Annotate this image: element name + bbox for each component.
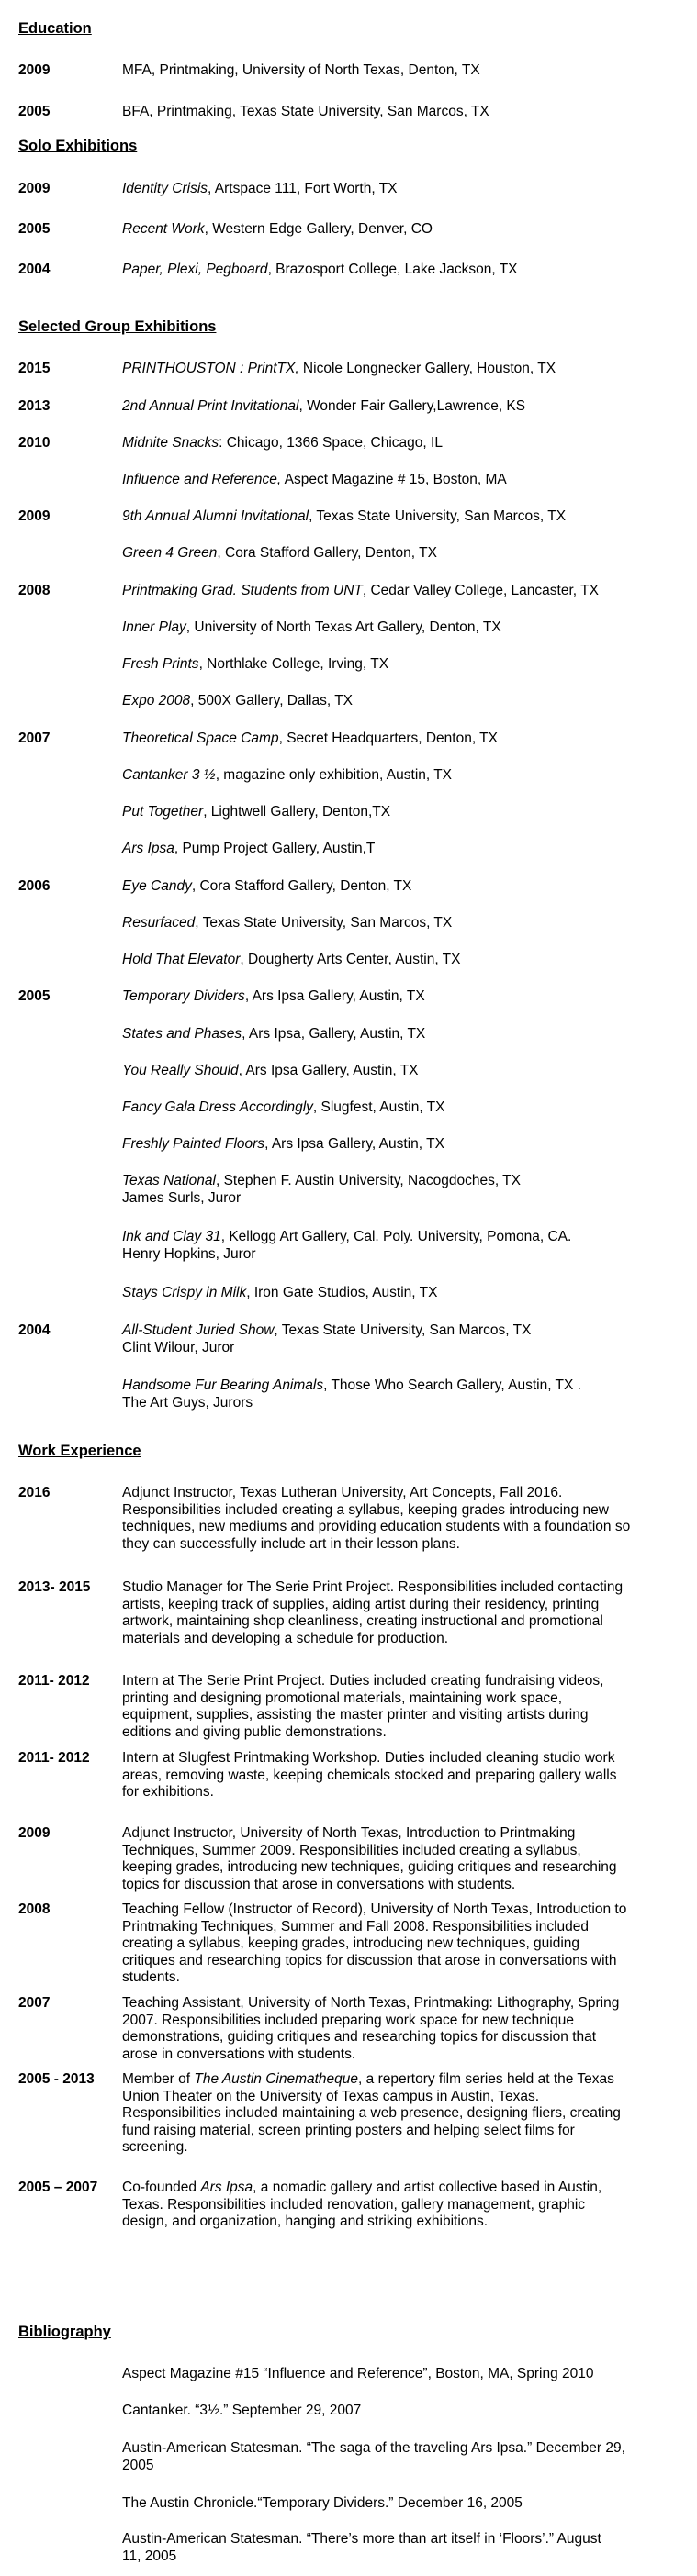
group-exhibition-line	[122, 361, 684, 378]
exhibition-venue: , Cedar Valley College, Lancaster, TX	[362, 583, 599, 598]
work-experience-description	[122, 1995, 684, 2063]
work-experience-years: 2007	[18, 1995, 51, 2011]
work-experience-line: Printmaking Techniques, Summer and Fall 2008. Responsibilities included	[122, 1918, 590, 1935]
work-experience-line: Responsibilities included maintaining a web presence, designing fliers, creating	[122, 2105, 621, 2121]
work-experience-line: design, and organization, hanging and striking exhibitions.	[122, 2214, 489, 2229]
group-exhibition-line	[122, 1322, 684, 1340]
work-experience-years: 2016	[18, 1485, 51, 1500]
exhibition-juror: The Art Guys, Jurors	[122, 1394, 253, 1411]
solo-exhibition-detail	[122, 221, 684, 239]
work-experience-line: Adjunct Instructor, University of North Texas, Introduction to Printmaking	[122, 1825, 576, 1841]
group-exhibition-line	[122, 545, 684, 563]
group-exhibition-line	[122, 583, 684, 600]
work-experience-years: 2011- 2012	[18, 1750, 90, 1766]
exhibition-title: Resurfaced	[122, 915, 196, 931]
education-detail: MFA, Printmaking, University of North Texas, Denton, TX	[122, 62, 480, 78]
exhibition-venue: , Ars Ipsa Gallery, Austin, TX	[244, 988, 425, 1004]
work-experience-line: Intern at The Serie Print Project. Duties included creating fundraising videos,	[122, 1673, 604, 1689]
exhibition-title: Put Together	[122, 804, 204, 820]
exhibition-venue: , 500X Gallery, Dallas, TX	[190, 693, 354, 708]
exhibition-venue: Nicole Longnecker Gallery, Houston, TX	[298, 361, 556, 376]
exhibition-venue: , Western Edge Gallery, Denver, CO	[204, 221, 433, 237]
group-exhibition-line	[122, 767, 684, 785]
work-experience-description	[122, 2180, 684, 2231]
group-exhibition-line	[122, 841, 684, 858]
work-experience-line: areas, removing waste, keeping chemicals stocked and preparing gallery walls	[122, 1767, 617, 1783]
solo-exhibition-detail	[122, 262, 684, 279]
group-exhibition-year: 2007	[18, 730, 51, 746]
group-exhibition-detail	[122, 1173, 684, 1207]
group-exhibition-detail	[122, 841, 684, 858]
group-exhibition-detail	[122, 1026, 684, 1043]
exhibition-venue: , Ars Ipsa Gallery, Austin, TX	[264, 1136, 444, 1152]
organization-name: The Austin Cinematheque	[194, 2071, 359, 2087]
group-exhibition-line	[122, 398, 684, 416]
exhibition-title: Ars Ipsa	[122, 841, 174, 856]
group-exhibition-line	[122, 656, 684, 674]
work-experience-line: Texas. Responsibilities included renovation, gallery management, graphic	[122, 2196, 586, 2213]
exhibition-title: Theoretical Space Camp	[122, 730, 279, 746]
bibliography-citation	[122, 2495, 684, 2513]
organization-name: Ars Ipsa	[200, 2180, 253, 2195]
group-exhibition-detail	[122, 1322, 684, 1356]
exhibition-title: Freshly Painted Floors	[122, 1136, 265, 1152]
work-experience-line: creating a syllabus, keeping grades, introducing new techniques, guiding	[122, 1935, 580, 1951]
solo-exhibitions-heading: Solo Exhibitions	[18, 138, 138, 154]
citation-line: Cantanker. “3½.” September 29, 2007	[122, 2403, 362, 2418]
description-text: Member of	[122, 2071, 195, 2087]
group-exhibition-line	[122, 1229, 684, 1246]
group-exhibition-detail	[122, 508, 684, 526]
citation-line: 11, 2005	[122, 2548, 177, 2564]
group-exhibition-year: 2015	[18, 361, 51, 376]
exhibition-title: Green 4 Green	[122, 545, 218, 561]
work-experience-line: demonstrations, guiding critiques and researching topics for discussion that	[122, 2029, 597, 2045]
work-experience-line: artwork, maintaining shop cleanliness, creating instructional and promotional	[122, 1613, 603, 1629]
group-exhibition-line	[122, 1377, 684, 1395]
exhibition-venue: , Texas State University, San Marcos, TX	[195, 915, 453, 931]
citation-line: Austin-American Statesman. “There’s more than art itself in ‘Floors’.” August	[122, 2531, 601, 2547]
group-exhibition-detail	[122, 767, 684, 785]
work-experience-line: editions and giving public demonstrations.	[122, 1723, 387, 1740]
work-experience-line: Techniques, Summer 2009. Responsibilities included creating a syllabus,	[122, 1842, 581, 1858]
group-exhibition-detail	[122, 952, 684, 969]
group-exhibition-year: 2009	[18, 508, 51, 524]
work-experience-line: keeping grades, introducing new techniques, guiding critiques and researching	[122, 1859, 617, 1875]
work-experience-heading: Work Experience	[18, 1443, 141, 1459]
group-exhibition-detail	[122, 361, 684, 378]
exhibition-venue: , Those Who Search Gallery, Austin, TX .	[323, 1377, 581, 1393]
work-experience-line: printing and designing promotional materials, maintaining work space,	[122, 1689, 563, 1706]
work-experience-description	[122, 2071, 684, 2157]
group-exhibition-line	[122, 508, 684, 526]
exhibition-venue: , Wonder Fair Gallery,Lawrence, KS	[298, 398, 526, 414]
exhibition-title: Handsome Fur Bearing Animals	[122, 1377, 324, 1393]
exhibition-juror: James Surls, Juror	[122, 1189, 242, 1206]
work-experience-years: 2009	[18, 1825, 51, 1841]
citation-line: Aspect Magazine #15 “Influence and Reference”, Boston, MA, Spring 2010	[122, 2366, 594, 2381]
group-exhibition-detail	[122, 915, 684, 932]
citation-line: 2005	[122, 2457, 154, 2473]
work-experience-years: 2008	[18, 1901, 51, 1917]
group-exhibition-line	[122, 804, 684, 821]
group-exhibition-detail	[122, 693, 684, 710]
work-experience-description	[122, 1485, 684, 1553]
work-experience-years: 2005 - 2013	[18, 2071, 95, 2087]
citation-line: The Austin Chronicle.“Temporary Dividers.” December 16, 2005	[122, 2495, 523, 2511]
group-exhibition-line	[122, 915, 684, 932]
group-exhibition-detail	[122, 1285, 684, 1302]
exhibition-title: Identity Crisis	[122, 181, 208, 196]
bibliography-citation	[122, 2403, 684, 2420]
group-exhibition-year: 2008	[18, 583, 51, 598]
exhibition-venue: , magazine only exhibition, Austin, TX	[215, 767, 453, 783]
group-exhibition-line	[122, 472, 684, 489]
work-experience-line: Responsibilities included creating a syllabus, keeping grades introducing new	[122, 1501, 609, 1518]
work-experience-line	[122, 2180, 684, 2197]
exhibition-title: Eye Candy	[122, 878, 192, 894]
group-exhibition-detail	[122, 435, 684, 452]
group-exhibition-detail	[122, 583, 684, 600]
work-experience-line: materials and developing a schedule for production.	[122, 1630, 449, 1646]
work-experience-line: equipment, supplies, assisting the master printer and visiting artists during	[122, 1707, 589, 1723]
work-experience-description	[122, 1673, 684, 1741]
exhibition-title: Fancy Gala Dress Accordingly	[122, 1099, 313, 1115]
work-experience-line: techniques, new mediums and providing education students with a foundation so	[122, 1519, 631, 1534]
work-experience-line: Intern at Slugfest Printmaking Workshop. Duties included cleaning studio work	[122, 1750, 615, 1766]
exhibition-title: You Really Should	[122, 1063, 239, 1078]
solo-exhibition-detail	[122, 181, 684, 198]
exhibition-title: PRINTHOUSTON : PrintTX,	[122, 361, 299, 376]
exhibition-venue: , Ars Ipsa, Gallery, Austin, TX	[242, 1026, 426, 1042]
education-detail: BFA, Printmaking, Texas State University, San Marcos, TX	[122, 104, 489, 119]
exhibition-venue: , Ars Ipsa Gallery, Austin, TX	[238, 1063, 419, 1078]
description-text: Co-founded	[122, 2180, 201, 2195]
group-exhibition-detail	[122, 398, 684, 416]
group-exhibition-line	[122, 1026, 684, 1043]
group-exhibition-year: 2004	[18, 1322, 51, 1338]
education-year: 2009	[18, 62, 51, 78]
group-exhibitions-heading: Selected Group Exhibitions	[18, 318, 217, 335]
bibliography-heading: Bibliography	[18, 2324, 111, 2340]
group-exhibition-line	[122, 1136, 684, 1154]
exhibition-title: Recent Work	[122, 221, 205, 237]
exhibition-title: All-Student Juried Show	[122, 1322, 275, 1338]
exhibition-venue: , Stephen F. Austin University, Nacogdoches, TX	[215, 1173, 521, 1188]
group-exhibition-line	[122, 878, 684, 896]
group-exhibition-detail	[122, 1136, 684, 1154]
work-experience-line: topics for discussion that arose in conversations with students.	[122, 1876, 516, 1892]
exhibition-venue: , Slugfest, Austin, TX	[312, 1099, 445, 1115]
exhibition-venue: , Kellogg Art Gallery, Cal. Poly. University, Pomona, CA.	[220, 1229, 572, 1244]
exhibition-title: 9th Annual Alumni Invitational	[122, 508, 309, 524]
solo-exhibition-year: 2005	[18, 221, 51, 237]
work-experience-line	[122, 2071, 684, 2089]
group-exhibition-detail	[122, 878, 684, 896]
group-exhibition-detail	[122, 1229, 684, 1263]
solo-exhibition-year: 2004	[18, 262, 51, 277]
group-exhibition-year: 2006	[18, 878, 51, 894]
exhibition-title: Paper, Plexi, Pegboard	[122, 262, 268, 277]
exhibition-venue: , Lightwell Gallery, Denton,TX	[203, 804, 391, 820]
group-exhibition-detail	[122, 1377, 684, 1411]
work-experience-line: critiques and researching topics for discussion that arose in conversations with	[122, 1952, 617, 1968]
group-exhibition-detail	[122, 1063, 684, 1080]
group-exhibition-detail	[122, 656, 684, 674]
solo-exhibition-year: 2009	[18, 181, 51, 196]
work-experience-description	[122, 1901, 684, 1987]
work-experience-line: 2007. Responsibilities included preparing work space for new technique	[122, 2012, 574, 2028]
group-exhibition-detail	[122, 730, 684, 748]
exhibition-title: Stays Crispy in Milk	[122, 1285, 247, 1300]
exhibition-venue: , Dougherty Arts Center, Austin, TX	[240, 952, 461, 967]
exhibition-juror: Clint Wilour, Juror	[122, 1339, 235, 1355]
work-experience-line: for exhibitions.	[122, 1784, 214, 1800]
group-exhibition-detail	[122, 1099, 684, 1117]
group-exhibition-year: 2013	[18, 398, 51, 414]
exhibition-venue: , Brazosport College, Lake Jackson, TX	[267, 262, 518, 277]
work-experience-line: Teaching Assistant, University of North Texas, Printmaking: Lithography, Spring	[122, 1995, 620, 2011]
bibliography-citation	[122, 2531, 684, 2565]
education-heading: Education	[18, 20, 92, 37]
exhibition-title: Ink and Clay 31	[122, 1229, 221, 1244]
exhibition-title: Inner Play	[122, 619, 186, 635]
group-exhibition-line	[122, 1173, 684, 1190]
work-experience-line: Studio Manager for The Serie Print Project. Responsibilities included contacting	[122, 1579, 624, 1595]
group-exhibition-year: 2010	[18, 435, 51, 451]
work-experience-description	[122, 1825, 684, 1893]
description-text: , a nomadic gallery and artist collective based in Austin,	[253, 2180, 602, 2195]
exhibition-venue: , Iron Gate Studios, Austin, TX	[246, 1285, 438, 1300]
exhibition-venue: Aspect Magazine # 15, Boston, MA	[281, 472, 507, 487]
exhibition-venue: : Chicago, 1366 Space, Chicago, IL	[219, 435, 443, 451]
group-exhibition-line	[122, 1099, 684, 1117]
work-experience-years: 2013- 2015	[18, 1579, 91, 1595]
work-experience-line: Teaching Fellow (Instructor of Record), University of North Texas, Introduction to	[122, 1901, 627, 1917]
group-exhibition-line	[122, 988, 684, 1006]
group-exhibition-detail	[122, 472, 684, 489]
group-exhibition-detail	[122, 988, 684, 1006]
work-experience-line: fund raising material, screen printing posters and helping select films for	[122, 2122, 575, 2138]
group-exhibition-year: 2005	[18, 988, 51, 1004]
work-experience-description	[122, 1750, 684, 1801]
group-exhibition-line	[122, 1063, 684, 1080]
exhibition-title: Cantanker 3 ½	[122, 767, 216, 783]
group-exhibition-line	[122, 693, 684, 710]
education-year: 2005	[18, 104, 51, 119]
group-exhibition-line	[122, 435, 684, 452]
exhibition-title: Hold That Elevator	[122, 952, 241, 967]
bibliography-citation	[122, 2366, 684, 2383]
exhibition-title: Fresh Prints	[122, 656, 199, 672]
exhibition-venue: , Northlake College, Irving, TX	[198, 656, 389, 672]
work-experience-line: arose in conversations with students.	[122, 2046, 356, 2062]
exhibition-venue: , Cora Stafford Gallery, Denton, TX	[217, 545, 437, 561]
exhibition-venue: , Cora Stafford Gallery, Denton, TX	[191, 878, 412, 894]
citation-line: Austin-American Statesman. “The saga of the traveling Ars Ipsa.” December 29,	[122, 2440, 625, 2456]
exhibition-title: States and Phases	[122, 1026, 242, 1042]
description-text: , a repertory film series held at the Texas	[358, 2071, 614, 2087]
exhibition-title: Influence and Reference,	[122, 472, 282, 487]
group-exhibition-line	[122, 730, 684, 748]
bibliography-citation	[122, 2440, 684, 2474]
work-experience-years: 2005 – 2007	[18, 2180, 98, 2195]
work-experience-line: Adjunct Instructor, Texas Lutheran University, Art Concepts, Fall 2016.	[122, 1485, 563, 1500]
work-experience-description	[122, 1579, 684, 1647]
exhibition-juror: Henry Hopkins, Juror	[122, 1245, 256, 1262]
exhibition-title: Midnite Snacks	[122, 435, 219, 451]
group-exhibition-line	[122, 1285, 684, 1302]
work-experience-line: they can successfully include art in their lesson plans.	[122, 1535, 460, 1552]
exhibition-venue: , University of North Texas Art Gallery, Denton, TX	[185, 619, 501, 635]
group-exhibition-detail	[122, 545, 684, 563]
group-exhibition-detail	[122, 804, 684, 821]
exhibition-venue: , Pump Project Gallery, Austin,T	[174, 841, 376, 856]
work-experience-line: Union Theater on the University of Texas campus in Austin, Texas.	[122, 2088, 540, 2104]
exhibition-venue: , Texas State University, San Marcos, TX	[274, 1322, 532, 1338]
work-experience-line: artists, keeping track of supplies, aiding artist during their residency, printing	[122, 1596, 600, 1612]
group-exhibition-line	[122, 952, 684, 969]
group-exhibition-line	[122, 619, 684, 637]
exhibition-title: Printmaking Grad. Students from UNT	[122, 583, 363, 598]
exhibition-venue: , Secret Headquarters, Denton, TX	[278, 730, 498, 746]
exhibition-title: 2nd Annual Print Invitational	[122, 398, 299, 414]
work-experience-line: screening.	[122, 2139, 188, 2155]
exhibition-venue: , Texas State University, San Marcos, TX	[309, 508, 567, 524]
exhibition-title: Temporary Dividers	[122, 988, 245, 1004]
exhibition-venue: , Artspace 111, Fort Worth, TX	[208, 181, 398, 196]
work-experience-line: students.	[122, 1969, 180, 1985]
work-experience-years: 2011- 2012	[18, 1673, 90, 1689]
exhibition-title: Texas National	[122, 1173, 216, 1188]
group-exhibition-detail	[122, 619, 684, 637]
exhibition-title: Expo 2008	[122, 693, 191, 708]
